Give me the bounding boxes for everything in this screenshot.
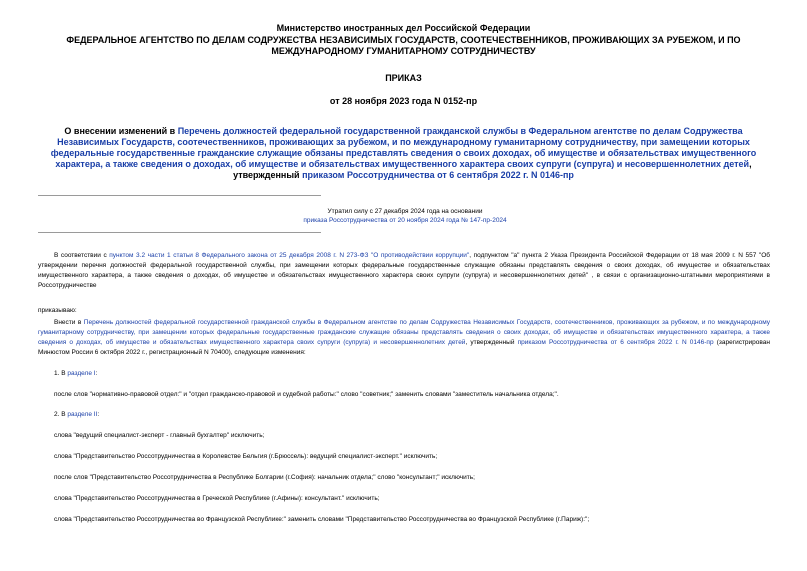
item-1-heading xyxy=(54,369,786,379)
prikaz-link[interactable]: приказом Россотрудничества от 6 сентября 2022 г. N 0146-пр xyxy=(302,170,574,180)
item-2-suffix: : xyxy=(97,411,100,418)
divider-bottom xyxy=(38,232,321,233)
intro-text-2: , подпунктом "а" пункта 2 Указа Президента Российской Федерации от 18 мая 2009 г. N 557 "Об утверждении перечня должностей федеральной государственной службы, при замещении которых федеральные государственные служащие обязаны представлять сведения о своих доходах, об имуществе и обязательствах имущественного характера, а также сведения о доходах, об имуществе и обязательствах имущественного характера своих супруги (супруга) и несовершеннолетних детей" , в связи с организационно-штатными мероприятиями в Россотрудничестве xyxy=(38,252,770,289)
item-2-change-3: после слов "Представительство Россотрудничества в Республике Болгарии (г.София): начальник отдела;" слово "консультант;" исключить; xyxy=(54,474,475,481)
ministry-name: Министерство иностранных дел Российской Федерации xyxy=(276,23,531,33)
intro-text-1: В соответствии с xyxy=(54,252,110,259)
item-2-change-2: слова "Представительство Россотрудничества в Королевстве Бельгия (г.Брюссель): ведущий специалист-эксперт." исключить; xyxy=(54,453,438,460)
prikazyvayu-text: приказываю: xyxy=(38,307,77,314)
vnesti-text-3: (зарегистрирован Минюстом России 6 октября 2022 г., регистрационный N 70400), следующие изменения: xyxy=(38,339,770,356)
item-2-change-5: слова "Представительство Россотрудничества во Французской Республике:" заменить словами "Представительство Россотрудничества во Французской Республике (г.Париж):"; xyxy=(54,516,590,523)
amendment-paragraph xyxy=(38,318,770,358)
item-2-change-4: слова "Представительство Россотрудничества в Греческой Республике (г.Афины): консультант." исключить; xyxy=(54,495,380,502)
section-2-link[interactable]: разделе II xyxy=(67,411,98,418)
item-1-num: 1. В xyxy=(54,370,68,377)
subject-middle: , утвержденный xyxy=(233,159,752,180)
perechen-link[interactable]: Перечень должностей федеральной государственной гражданской службы в Федеральном агентстве по делам Содружества Независимых Государств, соотечественников, проживающих за рубежом, и по международному гуманитарному сотрудничеству, при замещении которых федеральные государственные гражданские служащие обязаны представлять сведения о своих доходах, об имуществе и обязательствах имущественного характера, а также сведения о доходах, об имуществе и обязательствах имущественного характера своих супруги (супруга) и несовершеннолетних детей xyxy=(50,126,757,169)
item-1-text: после слов "нормативно-правовой отдел:" и "отдел гражданско-правовой и судебной работы:" слово "советник;" заменить словами "заместитель начальника отдела;". xyxy=(54,391,559,398)
document-subject xyxy=(48,126,759,181)
document-type: ПРИКАЗ xyxy=(385,73,422,83)
agency-name: ФЕДЕРАЛЬНОЕ АГЕНТСТВО ПО ДЕЛАМ СОДРУЖЕСТВА НЕЗАВИСИМЫХ ГОСУДАРСТВ, СООТЕЧЕСТВЕННИКОВ, ПРОЖИВАЮЩИХ ЗА РУБЕЖОМ, И ПО МЕЖДУНАРОДНОМУ ГУМАНИТАРНОМУ СОТРУДНИЧЕСТВУ xyxy=(66,35,741,56)
lost-force-note: Утратил силу с 27 декабря 2024 года на основании xyxy=(327,208,483,215)
item-2-change-1: слова "ведущий специалист-эксперт - главный бухгалтер" исключить; xyxy=(54,432,265,439)
vnesti-text-1: Внести в xyxy=(54,319,84,326)
divider-top xyxy=(38,195,321,196)
vnesti-perechen-link[interactable]: Перечень должностей федеральной государственной гражданской службы в Федеральном агентстве по делам Содружества Независимых Государств, соотечественников, проживающих за рубежом, и по международному гуманитарному сотрудничеству, при замещении которых федеральные государственные гражданские служащие обязаны представлять сведения о своих доходах, об имуществе и обязательствах имущественного характера, а также сведения о доходах, об имуществе и обязательствах имущественного характера своих супруги (супруга) и несовершеннолетних детей xyxy=(38,319,770,346)
section-1-link[interactable]: разделе I xyxy=(67,370,96,377)
lost-force-link[interactable]: приказа Россотрудничества от 20 ноября 2024 года № 147-пр-2024 xyxy=(303,217,507,224)
item-2-num: 2. В xyxy=(54,411,68,418)
document-date-number: от 28 ноября 2023 года N 0152-пр xyxy=(329,96,478,106)
item-2-heading xyxy=(54,410,786,420)
vnesti-text-2: , утвержденный xyxy=(465,339,518,346)
item-1-suffix: : xyxy=(95,370,98,377)
intro-paragraph xyxy=(38,251,770,291)
subject-prefix: О внесении изменений в xyxy=(64,126,178,136)
vnesti-prikaz-link[interactable]: приказом Россотрудничества от 6 сентября 2022 г. N 0146-пр xyxy=(517,339,714,346)
law-link[interactable]: пунктом 3.2 части 1 статьи 8 Федерального закона от 25 декабря 2008 г. N 273-ФЗ "О противодействии коррупции" xyxy=(109,252,470,259)
